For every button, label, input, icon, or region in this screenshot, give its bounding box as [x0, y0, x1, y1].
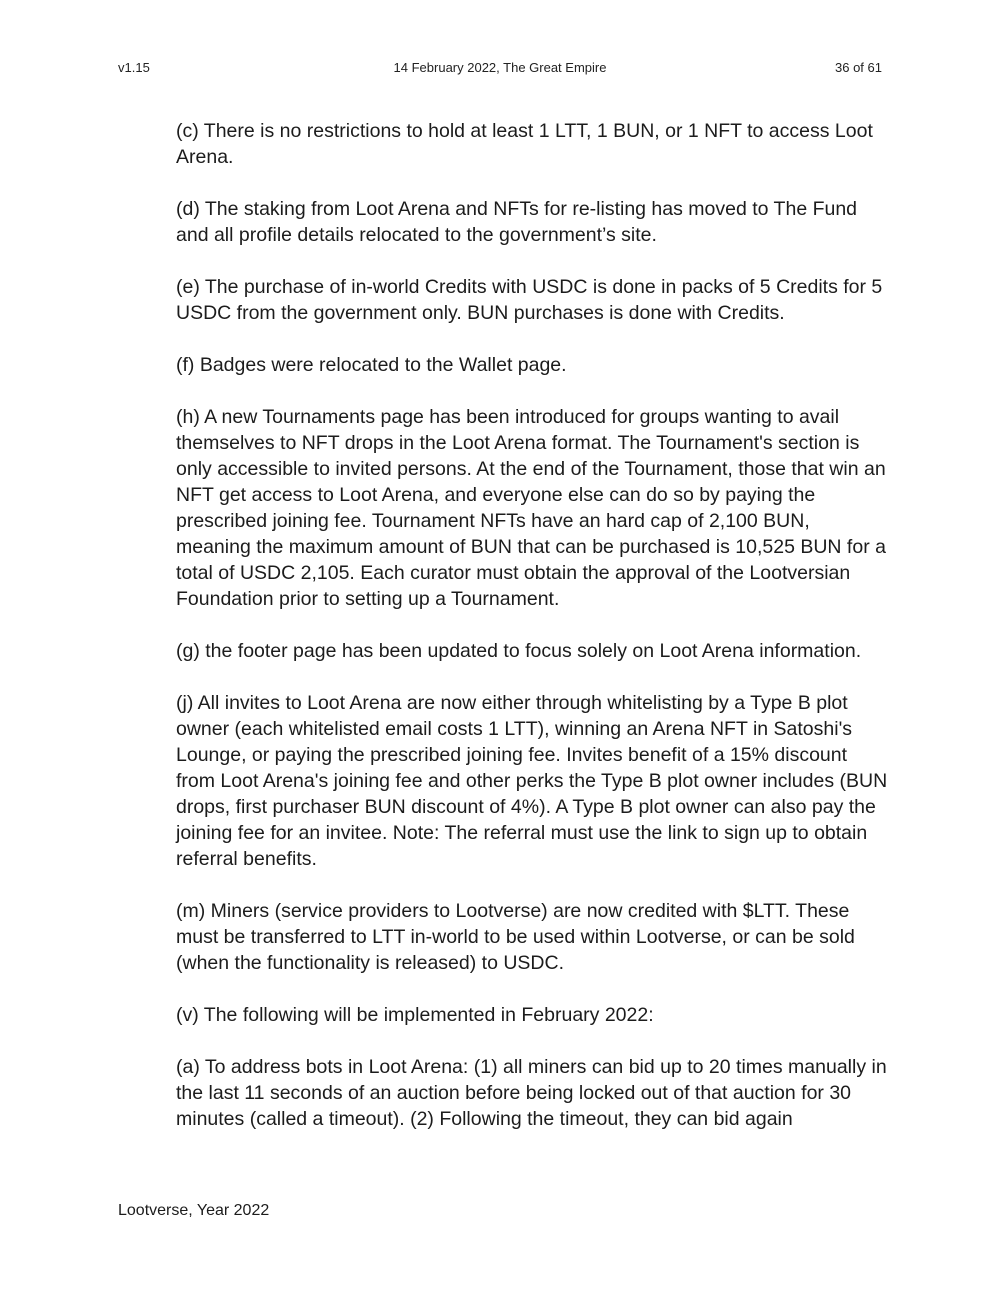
paragraph-j: (j) All invites to Loot Arena are now either through whitelisting by a Type B plot owner (each whitelisted email costs 1 LTT), winning an Arena NFT in Satoshi's Lounge, or paying the prescribed joining fee. Invites benefit of a 15% discount from Loot Arena's joining fee and other perks the Type B plot owner includes (BUN drops, first purchaser BUN discount of 4%). A Type B plot owner can also pay the joining fee for an invitee. Note: The referral must use the link to sign up to obtain referral benefits.: [176, 692, 888, 870]
paragraph-f: (f) Badges were relocated to the Wallet page.: [176, 354, 567, 376]
paragraph-v: (v) The following will be implemented in February 2022:: [176, 1004, 654, 1026]
paragraph-e: (e) The purchase of in-world Credits with USDC is done in packs of 5 Credits for 5 USDC from the government only. BUN purchases is done with Credits.: [176, 276, 883, 324]
paragraph-h: (h) A new Tournaments page has been introduced for groups wanting to avail themselves to NFT drops in the Loot Arena format. The Tournament's section is only accessible to invited persons. At the end of the Tournament, those that win an NFT get access to Loot Arena, and everyone else can do so by paying the prescribed joining fee. Tournament NFTs have an hard cap of 2,100 BUN, meaning the maximum amount of BUN that can be purchased is 10,525 BUN for a total of USDC 2,105. Each curator must obtain the approval of the Lootversian Foundation prior to setting up a Tournament.: [176, 406, 886, 610]
paragraph-m: (m) Miners (service providers to Lootverse) are now credited with $LTT. These must be transferred to LTT in-world to be used within Lootverse, or can be sold (when the functionality is released) to USDC.: [176, 900, 855, 974]
header-date-title: 14 February 2022, The Great Empire: [393, 60, 607, 75]
page-number: 36 of 61: [835, 60, 882, 75]
paragraph-a: (a) To address bots in Loot Arena: (1) all miners can bid up to 20 times manually in the last 11 seconds of an auction before being locked out of that auction for 30 minutes (called a timeout). (2) Following the timeout, they can bid again: [176, 1056, 887, 1130]
paragraph-d: (d) The staking from Loot Arena and NFTs for re-listing has moved to The Fund and all profile details relocated to the government’s site.: [176, 198, 858, 246]
page-footer: Lootverse, Year 2022: [118, 1202, 270, 1219]
document-body: [176, 118, 888, 1158]
page-header: [118, 60, 882, 78]
paragraph-c: (c) There is no restrictions to hold at least 1 LTT, 1 BUN, or 1 NFT to access Loot Arena.: [176, 120, 873, 168]
document-version: v1.15: [118, 60, 150, 75]
paragraph-g: (g) the footer page has been updated to focus solely on Loot Arena information.: [176, 640, 862, 662]
